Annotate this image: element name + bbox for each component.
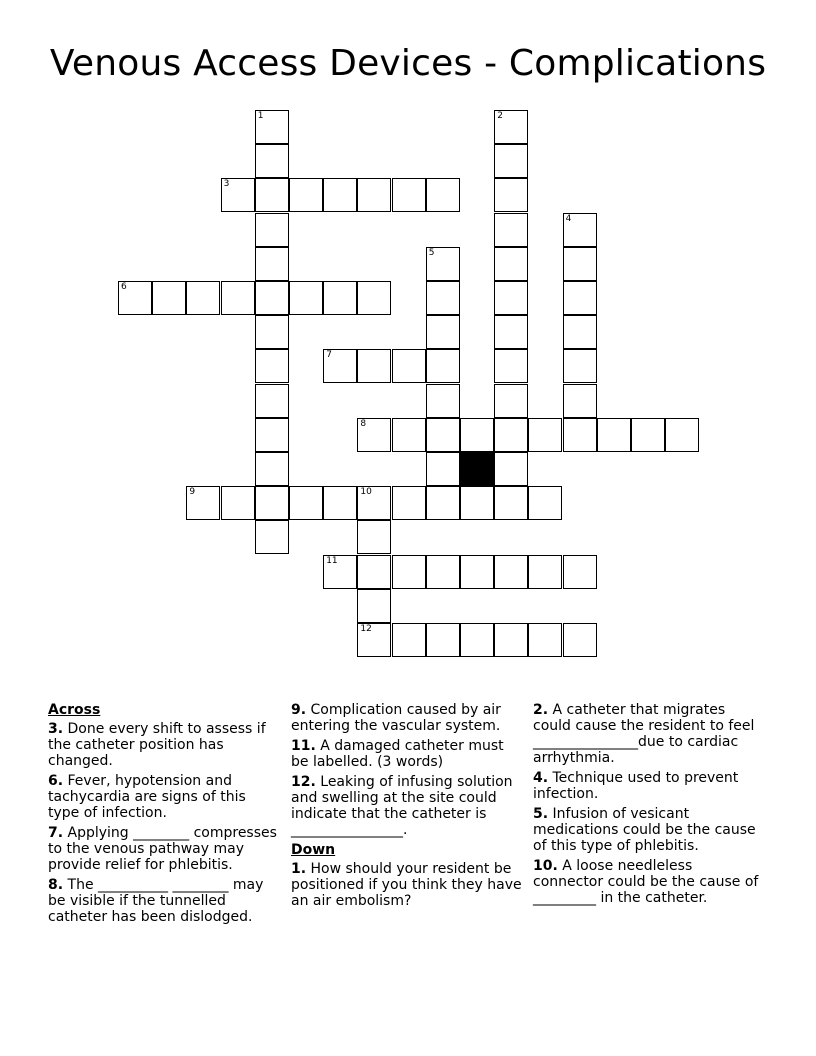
clue-number-label: 12. bbox=[291, 774, 316, 790]
down-clue-list bbox=[291, 861, 523, 909]
grid-cell[interactable] bbox=[221, 486, 255, 520]
grid-cell[interactable] bbox=[392, 349, 426, 383]
grid-cell[interactable] bbox=[255, 213, 289, 247]
grid-cell[interactable] bbox=[255, 349, 289, 383]
grid-cell[interactable] bbox=[255, 520, 289, 554]
grid-cell[interactable] bbox=[563, 349, 597, 383]
grid-cell[interactable] bbox=[255, 281, 289, 315]
clue-item bbox=[291, 738, 523, 770]
page-title: Venous Access Devices - Complications bbox=[49, 43, 767, 84]
clue-number-label: 10. bbox=[533, 858, 558, 874]
clue-number-label: 2. bbox=[533, 702, 549, 718]
grid-cell[interactable] bbox=[460, 623, 494, 657]
clue-number-label: 1. bbox=[291, 861, 307, 877]
grid-cell[interactable] bbox=[357, 555, 391, 589]
clue-item bbox=[291, 702, 523, 734]
clue-number-label: 6. bbox=[48, 773, 64, 789]
clue-number: 3 bbox=[223, 179, 230, 190]
grid-cell[interactable] bbox=[494, 349, 528, 383]
grid-cell[interactable] bbox=[563, 213, 597, 247]
clue-number: 12 bbox=[360, 624, 372, 634]
across-heading: Across bbox=[48, 702, 101, 718]
grid-cell[interactable] bbox=[152, 281, 186, 315]
clue-text: Done every shift to assess if the catheter position has changed. bbox=[48, 721, 266, 769]
grid-cell[interactable] bbox=[426, 555, 460, 589]
clue-text: A loose needleless connector could be the cause of _________ in the catheter. bbox=[533, 858, 759, 906]
clue-number-label: 4. bbox=[533, 770, 549, 786]
grid-cell[interactable] bbox=[426, 349, 460, 383]
across-clue-list bbox=[48, 721, 280, 925]
grid-cell[interactable] bbox=[494, 555, 528, 589]
blocked-cell bbox=[460, 452, 494, 486]
grid-cell[interactable] bbox=[255, 110, 289, 144]
grid-cell[interactable] bbox=[563, 247, 597, 281]
grid-cell[interactable] bbox=[357, 349, 391, 383]
clue-number: 9 bbox=[189, 487, 196, 498]
clue-number-label: 3. bbox=[48, 721, 64, 737]
grid-cell[interactable] bbox=[221, 178, 255, 212]
clue-item bbox=[48, 825, 280, 873]
grid-cell[interactable] bbox=[186, 281, 220, 315]
grid-cell[interactable] bbox=[563, 384, 597, 418]
clue-item bbox=[533, 770, 765, 802]
grid-cell[interactable] bbox=[357, 486, 391, 520]
down-heading: Down bbox=[291, 842, 336, 858]
clue-number: 4 bbox=[565, 213, 572, 224]
clue-item bbox=[533, 858, 765, 906]
grid-cell[interactable] bbox=[665, 418, 699, 452]
clue-number: 8 bbox=[360, 418, 367, 429]
clues-column-2 bbox=[291, 702, 523, 913]
grid-cell[interactable] bbox=[494, 213, 528, 247]
clue-text: Applying ________ compresses to the venous pathway may provide relief for phlebitis. bbox=[48, 825, 277, 873]
grid-cell[interactable] bbox=[426, 315, 460, 349]
grid-cell[interactable] bbox=[494, 144, 528, 178]
clue-number: 11 bbox=[326, 555, 338, 566]
grid-cell[interactable] bbox=[494, 452, 528, 486]
grid-cell[interactable] bbox=[426, 623, 460, 657]
grid-cell[interactable] bbox=[563, 623, 597, 657]
grid-cell[interactable] bbox=[563, 315, 597, 349]
grid-cell[interactable] bbox=[494, 247, 528, 281]
grid-cell[interactable] bbox=[426, 418, 460, 452]
clue-text: How should your resident be positioned if you think they have an air embolism? bbox=[291, 861, 522, 909]
grid-cell[interactable] bbox=[289, 486, 323, 520]
grid-cell[interactable] bbox=[494, 315, 528, 349]
grid-cell[interactable] bbox=[323, 178, 357, 212]
grid-cell[interactable] bbox=[255, 247, 289, 281]
grid-cell[interactable] bbox=[494, 418, 528, 452]
clue-item bbox=[291, 861, 523, 909]
clue-item bbox=[48, 877, 280, 925]
grid-cell[interactable] bbox=[323, 281, 357, 315]
clue-text: Fever, hypotension and tachycardia are signs of this type of infection. bbox=[48, 773, 246, 821]
grid-cell[interactable] bbox=[357, 178, 391, 212]
grid-cell[interactable] bbox=[255, 486, 289, 520]
grid-cell[interactable] bbox=[357, 589, 391, 623]
clue-item bbox=[533, 702, 765, 766]
grid-cell[interactable] bbox=[255, 178, 289, 212]
grid-cell[interactable] bbox=[563, 281, 597, 315]
clue-number: 10 bbox=[360, 487, 372, 498]
grid-cell[interactable] bbox=[357, 623, 391, 657]
clue-text: A catheter that migrates could cause the resident to feel _______________due to cardiac arrhythmia. bbox=[533, 702, 755, 766]
grid-cell[interactable] bbox=[255, 384, 289, 418]
grid-cell[interactable] bbox=[392, 555, 426, 589]
grid-cell[interactable] bbox=[528, 486, 562, 520]
grid-cell[interactable] bbox=[426, 486, 460, 520]
clue-number-label: 9. bbox=[291, 702, 307, 718]
grid-cell[interactable] bbox=[563, 555, 597, 589]
grid-cell[interactable] bbox=[255, 315, 289, 349]
grid-cell[interactable] bbox=[255, 418, 289, 452]
clue-number-label: 5. bbox=[533, 806, 549, 822]
grid-cell[interactable] bbox=[494, 281, 528, 315]
clue-text: A damaged catheter must be labelled. (3 words) bbox=[291, 738, 504, 770]
grid-cell[interactable] bbox=[631, 418, 665, 452]
grid-cell[interactable] bbox=[460, 418, 494, 452]
clue-number: 5 bbox=[428, 247, 435, 258]
grid-cell[interactable] bbox=[494, 178, 528, 212]
grid-cell[interactable] bbox=[426, 452, 460, 486]
grid-cell[interactable] bbox=[563, 418, 597, 452]
clue-number-label: 11. bbox=[291, 738, 316, 754]
grid-cell[interactable] bbox=[323, 555, 357, 589]
grid-cell[interactable] bbox=[357, 281, 391, 315]
clue-text: Infusion of vesicant medications could be the cause of this type of phlebitis. bbox=[533, 806, 756, 854]
grid-cell[interactable] bbox=[494, 110, 528, 144]
grid-cell[interactable] bbox=[460, 486, 494, 520]
clue-number: 6 bbox=[121, 282, 127, 292]
down-clue-list-continued bbox=[533, 702, 765, 906]
grid-cell[interactable] bbox=[528, 555, 562, 589]
grid-cell[interactable] bbox=[426, 247, 460, 281]
grid-cell[interactable] bbox=[392, 623, 426, 657]
clues-column-1 bbox=[48, 702, 280, 929]
clue-text: Complication caused by air entering the vascular system. bbox=[291, 702, 501, 734]
grid-cell[interactable] bbox=[392, 486, 426, 520]
clues-column-3 bbox=[533, 702, 765, 910]
grid-cell[interactable] bbox=[255, 452, 289, 486]
grid-cell[interactable] bbox=[357, 520, 391, 554]
grid-cell[interactable] bbox=[494, 486, 528, 520]
grid-cell[interactable] bbox=[118, 281, 152, 315]
clue-number-label: 7. bbox=[48, 825, 64, 841]
grid-cell[interactable] bbox=[426, 384, 460, 418]
clue-number-label: 8. bbox=[48, 877, 64, 893]
across-clue-list-continued bbox=[291, 702, 523, 838]
clue-text: The __________ ________ may be visible if the tunnelled catheter has been dislodged. bbox=[48, 877, 264, 925]
grid-cell[interactable] bbox=[494, 384, 528, 418]
clue-text: Technique used to prevent infection. bbox=[533, 770, 739, 802]
grid-cell[interactable] bbox=[528, 623, 562, 657]
clue-item bbox=[48, 721, 280, 769]
grid-cell[interactable] bbox=[186, 486, 220, 520]
clue-number: 1 bbox=[257, 111, 264, 121]
grid-cell[interactable] bbox=[392, 178, 426, 212]
grid-cell[interactable] bbox=[494, 623, 528, 657]
grid-cell[interactable] bbox=[528, 418, 562, 452]
grid-cell[interactable] bbox=[597, 418, 631, 452]
clue-number: 2 bbox=[497, 111, 503, 121]
grid-cell[interactable] bbox=[460, 555, 494, 589]
clue-item bbox=[291, 774, 523, 838]
grid-cell[interactable] bbox=[357, 418, 391, 452]
grid-cell[interactable] bbox=[255, 144, 289, 178]
grid-cell[interactable] bbox=[289, 281, 323, 315]
grid-cell[interactable] bbox=[323, 349, 357, 383]
clue-number: 7 bbox=[326, 350, 332, 361]
clue-text: Leaking of infusing solution and swelling at the site could indicate that the catheter is ________________. bbox=[291, 774, 513, 838]
clue-item bbox=[48, 773, 280, 821]
grid-cell[interactable] bbox=[392, 418, 426, 452]
clue-item bbox=[533, 806, 765, 854]
grid-cell[interactable] bbox=[426, 178, 460, 212]
grid-cell[interactable] bbox=[426, 281, 460, 315]
grid-cell[interactable] bbox=[289, 178, 323, 212]
grid-cell[interactable] bbox=[323, 486, 357, 520]
grid-cell[interactable] bbox=[221, 281, 255, 315]
